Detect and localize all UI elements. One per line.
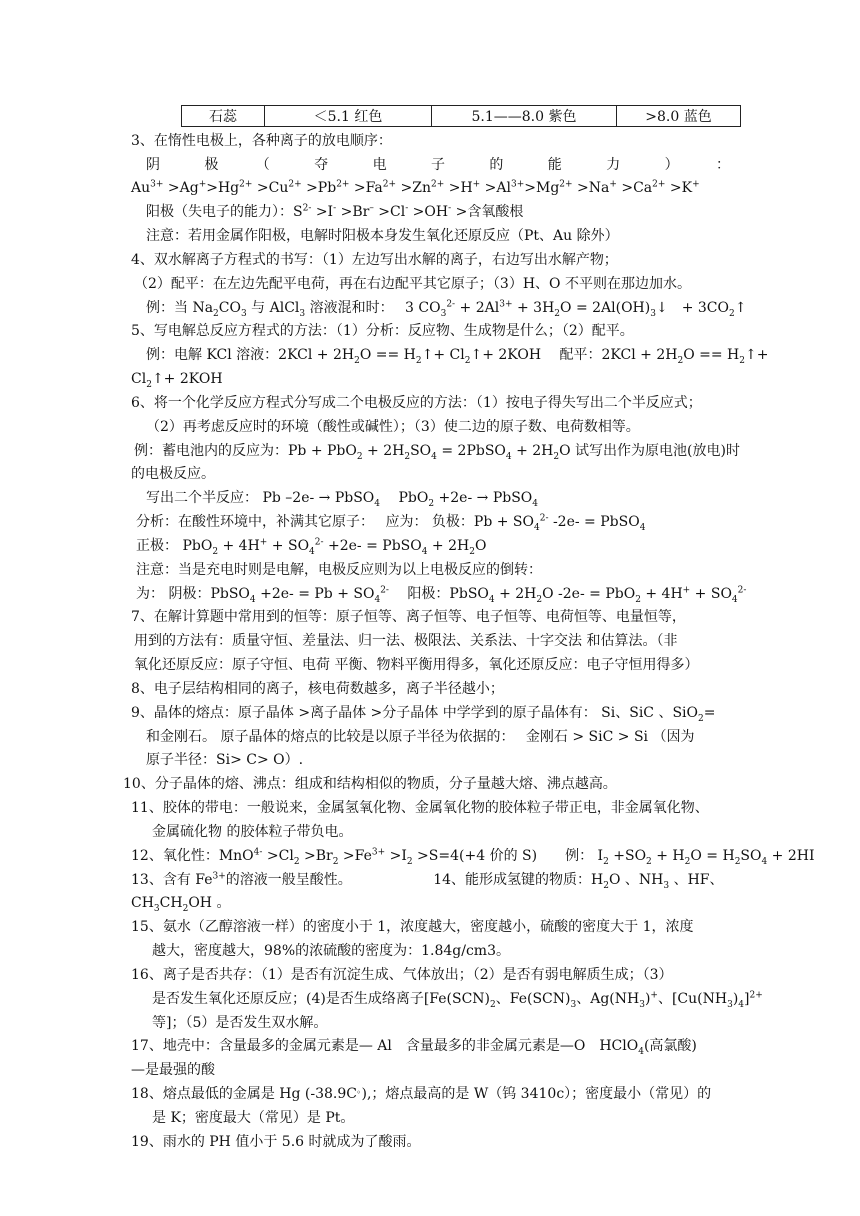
superscript: 2- bbox=[302, 203, 312, 214]
text-run: O == H bbox=[359, 347, 416, 363]
text-run: 10、分子晶体的熔、沸点：组成和结构相似的物质，分子量越大熔、沸点越高。 bbox=[123, 776, 617, 792]
text-line bbox=[146, 729, 694, 745]
text-line bbox=[131, 967, 673, 983]
text-run: ) bbox=[644, 991, 651, 1007]
text-run: 阳极（失电子的能力）：S bbox=[146, 204, 303, 220]
text-run: + 4H bbox=[640, 586, 683, 602]
text-run: 是 K；密度最大（常见）是 Pt。 bbox=[152, 1110, 355, 1126]
text-run: >S=4(+4 价的 S) 例： I bbox=[412, 848, 604, 864]
text-run: 例：蓄电池内的反应为：Pb + PbO bbox=[134, 443, 357, 459]
text-run: >含氧酸根 bbox=[451, 204, 524, 220]
subscript: 4 bbox=[761, 856, 768, 867]
text-run: 、Ag(NH bbox=[576, 991, 640, 1007]
superscript: 2+ bbox=[652, 179, 666, 190]
superscript: 4- bbox=[253, 847, 263, 858]
subscript: 2 bbox=[677, 355, 684, 366]
text-run: SO bbox=[740, 848, 762, 864]
subscript: 4 bbox=[738, 999, 745, 1010]
text-run: ↑+ bbox=[744, 347, 769, 363]
text-run: 原子半径：Si> C> O）. bbox=[146, 752, 304, 768]
text-run: 8、电子层结构相同的离子，核电荷数越多，离子半径越小； bbox=[131, 681, 504, 697]
superscript: 2+ bbox=[288, 179, 302, 190]
text-run: + 2H bbox=[362, 443, 405, 459]
text-run: Au bbox=[131, 180, 151, 196]
table-row bbox=[182, 106, 741, 127]
text-line bbox=[131, 371, 223, 390]
subscript: 4 bbox=[431, 451, 437, 462]
subscript: 3 bbox=[663, 880, 670, 891]
text-run: +SO bbox=[608, 848, 647, 864]
text-run: 15、氨水（乙醇溶液一样）的密度小于 1，浓度越大，密度越小，硫酸的密度大于 1，浓度 bbox=[131, 919, 694, 935]
text-run: >OH bbox=[408, 204, 449, 220]
subscript: 2 bbox=[603, 856, 609, 867]
text-line bbox=[131, 180, 700, 196]
subscript: 2 bbox=[182, 903, 189, 914]
text-run: >Ca bbox=[616, 180, 653, 196]
text-run: >Br bbox=[299, 848, 333, 864]
subscript: 3 bbox=[440, 308, 447, 319]
text-line bbox=[131, 1134, 421, 1150]
text-run: +2e- → PbSO bbox=[434, 490, 533, 506]
text-run: = 2PbSO bbox=[436, 443, 506, 459]
text-run: >I bbox=[311, 204, 334, 220]
subscript: 2 bbox=[536, 594, 543, 605]
text-line bbox=[131, 252, 618, 268]
subscript: 4 bbox=[488, 594, 495, 605]
superscript: 2- bbox=[539, 513, 549, 524]
text-run: ),；熔点最高的是 W（钨 3410c）；密度最小（常见）的 bbox=[361, 1086, 712, 1102]
subscript: 2 bbox=[553, 451, 560, 462]
text-run: 为： 阴极：PbSO bbox=[136, 586, 250, 602]
text-run: （2）配平：在左边先配平电荷，再在右边配平其它原子；（3）H、O 不平则在那边加水。 bbox=[134, 276, 691, 292]
subscript: 2 bbox=[603, 880, 609, 891]
text-run: 12、氧化性：MnO bbox=[131, 848, 254, 864]
superscript: 2+ bbox=[336, 179, 350, 190]
text-run: >Zn bbox=[396, 180, 431, 196]
subscript: 4 bbox=[309, 546, 315, 557]
text-run: 正极： PbO bbox=[136, 538, 213, 554]
text-run: 金属硫化物 的胶体粒子带负电。 bbox=[152, 824, 353, 840]
text-run: + SO bbox=[267, 538, 310, 554]
superscript: 3+ bbox=[150, 179, 164, 190]
text-run: 分析：在酸性环境中，补满其它原子： 应为： 负极：Pb + SO bbox=[136, 514, 534, 530]
text-run: ↑+ Cl bbox=[421, 347, 465, 363]
text-run: O bbox=[474, 538, 487, 554]
text-run: (高氯酸) bbox=[643, 1038, 697, 1054]
superscript: + bbox=[682, 585, 691, 596]
text-line bbox=[152, 1110, 354, 1126]
text-run: ) bbox=[732, 991, 739, 1007]
text-line bbox=[136, 537, 487, 557]
text-line bbox=[134, 633, 677, 649]
subscript: 4 bbox=[421, 546, 428, 557]
text-line bbox=[131, 609, 686, 625]
subscript: 4 bbox=[731, 594, 738, 605]
text-run: 17、地壳中：含量最多的金属元素是— Al 含量最多的非金属元素是—O HClO bbox=[131, 1038, 639, 1054]
text-run: O 、NH bbox=[609, 872, 664, 888]
text-run: >Cu bbox=[252, 180, 289, 196]
superscript: - bbox=[448, 203, 452, 214]
text-line bbox=[136, 513, 646, 533]
text-run: 9、晶体的熔点：原子晶体 >离子晶体 >分子晶体 中学学到的原子晶体有： Si、SiC 、SiO bbox=[131, 705, 699, 721]
text-run: 是否发生氧化还原反应；(4)是否生成络离子[Fe(SCN) bbox=[152, 991, 491, 1007]
text-line bbox=[152, 824, 352, 840]
subscript: 2 bbox=[635, 594, 641, 605]
subscript: 2 bbox=[428, 498, 435, 509]
subscript: 4 bbox=[638, 1046, 644, 1057]
text-line bbox=[146, 419, 640, 435]
text-run: 的电极反应。 bbox=[131, 466, 215, 482]
text-line bbox=[131, 871, 724, 891]
text-run: >K bbox=[665, 180, 693, 196]
superscript: 。 bbox=[356, 1085, 362, 1096]
subscript: 2 bbox=[415, 355, 422, 366]
subscript: 2 bbox=[490, 999, 496, 1010]
text-run: 6、将一个化学反应方程式分写成二个电极反应的方法：（1）按电子得失写出二个半反应式； bbox=[131, 395, 702, 411]
text-run: >Cl bbox=[373, 204, 406, 220]
text-run: 4、双水解离子方程式的书写：（1）左边写出水解的离子，右边写出水解产物； bbox=[131, 252, 618, 268]
subscript: 4 bbox=[505, 451, 512, 462]
text-line bbox=[152, 1015, 327, 1031]
text-line bbox=[131, 1038, 697, 1057]
text-line bbox=[131, 895, 231, 914]
text-run: 写出二个半反应： Pb –2e- → PbSO bbox=[146, 490, 375, 506]
text-run: 例：当 Na bbox=[146, 300, 214, 316]
text-run: CH bbox=[131, 895, 154, 911]
text-run: + 2H bbox=[427, 538, 470, 554]
text-run: >Ag bbox=[163, 180, 199, 196]
subscript: 2 bbox=[212, 546, 219, 557]
superscript: 2- bbox=[446, 299, 456, 310]
subscript: 2 bbox=[739, 355, 745, 366]
text-line bbox=[131, 919, 694, 935]
superscript: 3+ bbox=[371, 847, 386, 858]
text-line bbox=[146, 157, 730, 173]
text-run: + SO bbox=[690, 586, 732, 602]
text-line bbox=[136, 562, 542, 578]
text-run: >H bbox=[444, 180, 473, 196]
text-line bbox=[152, 943, 510, 959]
superscript: 2+ bbox=[430, 179, 445, 190]
superscript: 2+ bbox=[749, 990, 763, 1001]
text-run: 、[Cu(NH bbox=[657, 991, 728, 1007]
text-run: 11、胶体的带电：一般说来，金属氢氧化物、金属氧化物的胶体粒子带正电，非金属氧化物、 bbox=[131, 800, 709, 816]
subscript: 2 bbox=[293, 856, 300, 867]
text-run: + 4H bbox=[218, 538, 260, 554]
text-run: + 2H bbox=[494, 586, 537, 602]
text-run: O = 2Al(OH) bbox=[560, 300, 651, 316]
superscript: + bbox=[198, 179, 207, 190]
subscript: 4 bbox=[533, 522, 540, 533]
text-run: 18、熔点最低的金属是 Hg (-38.9C bbox=[131, 1086, 357, 1102]
text-run: + 2H bbox=[511, 443, 554, 459]
text-run: + 2Al bbox=[455, 300, 500, 316]
subscript: 2 bbox=[469, 546, 475, 557]
text-line bbox=[146, 752, 303, 768]
subscript: 4 bbox=[374, 594, 381, 605]
text-run: 19、雨水的 PH 值小于 5.6 时就成为了酸雨。 bbox=[131, 1134, 421, 1150]
text-run: 13、含有 Fe bbox=[131, 872, 213, 888]
text-run: ↑+ 2KOH bbox=[151, 371, 223, 387]
subscript: 3 bbox=[240, 308, 247, 319]
text-line bbox=[131, 466, 215, 482]
subscript: 2 bbox=[406, 856, 413, 867]
superscript: – bbox=[369, 203, 374, 214]
text-run: 、HF、 bbox=[669, 872, 724, 888]
superscript: 2+ bbox=[382, 179, 397, 190]
text-run: >I bbox=[385, 848, 407, 864]
subscript: 2 bbox=[734, 856, 741, 867]
text-line bbox=[146, 490, 538, 509]
text-run: >Al bbox=[480, 180, 511, 196]
text-line bbox=[146, 204, 523, 220]
superscript: 3+ bbox=[499, 299, 513, 310]
subscript: 3 bbox=[727, 999, 733, 1010]
text-line bbox=[136, 585, 747, 605]
table-cell: >8.0 蓝色 bbox=[617, 106, 741, 127]
superscript: + bbox=[259, 537, 268, 548]
text-line bbox=[131, 705, 716, 724]
text-run: 越大，密度越大，98%的浓硫酸的密度为：1.84g/cm3。 bbox=[152, 943, 510, 959]
subscript: 2 bbox=[356, 451, 363, 462]
text-run: 阳极：PbSO bbox=[388, 586, 489, 602]
text-run: +2e- = Pb + SO bbox=[255, 586, 375, 602]
text-run: >Mg bbox=[524, 180, 560, 196]
subscript: 2 bbox=[146, 379, 152, 390]
text-run: （2）再考虑反应时的环境（酸性或碱性）；（3）使二边的原子数、电荷数相等。 bbox=[146, 419, 640, 435]
subscript: 2 bbox=[684, 856, 691, 867]
subscript: 2 bbox=[698, 713, 704, 724]
subscript: 3 bbox=[153, 903, 160, 914]
subscript: 4 bbox=[639, 522, 646, 533]
subscript: 3 bbox=[639, 999, 645, 1010]
subscript: 2 bbox=[464, 355, 471, 366]
text-run: O == H bbox=[683, 347, 740, 363]
text-run: + 2HI bbox=[767, 848, 815, 864]
subscript: 2 bbox=[332, 856, 339, 867]
table-cell: ＜5.1 红色 bbox=[265, 106, 432, 127]
text-line bbox=[123, 776, 617, 792]
text-run: >Na bbox=[572, 180, 610, 196]
superscript: + bbox=[650, 990, 658, 1001]
text-run: -2e- = PbSO bbox=[548, 514, 640, 530]
text-run: 16、离子是否共存：（1）是否有沉淀生成、气体放出；（2）是否有弱电解质生成；（3） bbox=[131, 967, 673, 983]
table-cell: 石蕊 bbox=[182, 106, 265, 127]
subscript: 2 bbox=[213, 308, 219, 319]
text-line bbox=[146, 299, 747, 319]
text-run: O = H bbox=[690, 848, 735, 864]
text-line bbox=[131, 395, 702, 411]
superscript: + bbox=[692, 179, 700, 190]
text-run: OH 。 bbox=[188, 895, 231, 911]
text-run: CH bbox=[159, 895, 183, 911]
text-run: >Fa bbox=[349, 180, 383, 196]
subscript: 2 bbox=[554, 308, 561, 319]
text-line bbox=[146, 347, 769, 366]
text-line bbox=[131, 1062, 215, 1078]
text-run: +2e- = PbSO bbox=[323, 538, 422, 554]
subscript: 2 bbox=[646, 856, 652, 867]
subscript: 3 bbox=[299, 308, 306, 319]
text-run: ] bbox=[744, 991, 750, 1007]
text-run: 和金刚石。 原子晶体的熔点的比较是以原子半径为依据的： 金刚石 > SiC > Si （因为 bbox=[146, 729, 695, 745]
text-run: CO bbox=[218, 300, 241, 316]
superscript: 2- bbox=[380, 585, 389, 596]
text-run: 阴 极 （ 夺 电 子 的 能 力 ） ： bbox=[146, 157, 730, 173]
text-run: ↑+ 2KOH 配平：2KCl + 2H bbox=[470, 347, 678, 363]
text-run: 的溶液一般呈酸性。 14、能形成氢键的物质：H bbox=[225, 872, 604, 888]
text-run: >Fe bbox=[338, 848, 372, 864]
text-line bbox=[134, 276, 691, 292]
subscript: 2 bbox=[728, 308, 735, 319]
text-run: 3、在惰性电极上，各种离子的放电顺序： bbox=[131, 133, 392, 149]
superscript: 3+ bbox=[510, 179, 525, 190]
text-run: 与 AlCl bbox=[246, 300, 300, 316]
text-line bbox=[131, 1086, 711, 1102]
subscript: 4 bbox=[532, 498, 538, 509]
text-run: 5、写电解总反应方程式的方法：（1）分析：反应物、生成物是什么；（2）配平。 bbox=[131, 323, 634, 339]
text-run: PbO bbox=[380, 490, 429, 506]
text-line bbox=[131, 800, 709, 816]
text-run: + H bbox=[651, 848, 685, 864]
text-run: 等]；（5）是否发生双水解。 bbox=[152, 1015, 328, 1031]
text-line bbox=[152, 990, 763, 1010]
superscript: 2- bbox=[314, 537, 324, 548]
text-run: >Br bbox=[336, 204, 370, 220]
text-line bbox=[134, 657, 698, 673]
superscript: 2- bbox=[737, 585, 747, 596]
text-run: Cl bbox=[131, 371, 147, 387]
text-run: >Pb bbox=[301, 180, 337, 196]
superscript: - bbox=[405, 203, 409, 214]
text-run: 注意：若用金属作阳极，电解时阳极本身发生氧化还原反应（Pt、Au 除外） bbox=[146, 228, 619, 244]
text-run: 注意：当是充电时则是电解，电极反应则为以上电极反应的倒转： bbox=[136, 562, 542, 578]
indicator-table bbox=[181, 105, 741, 127]
text-line bbox=[131, 133, 392, 149]
text-run: O 试写出作为原电池(放电)时 bbox=[559, 443, 740, 459]
text-run: O -2e- = PbO bbox=[542, 586, 636, 602]
superscript: - bbox=[333, 203, 337, 214]
superscript: 3+ bbox=[212, 871, 226, 882]
text-line bbox=[134, 443, 740, 462]
text-run: + 3H bbox=[512, 300, 555, 316]
text-line bbox=[131, 323, 634, 339]
text-line bbox=[146, 228, 619, 244]
superscript: 2+ bbox=[239, 179, 253, 190]
text-run: —是最强的酸 bbox=[131, 1062, 215, 1078]
text-run: = bbox=[703, 705, 716, 721]
text-run: 溶液混和时： 3 CO bbox=[305, 300, 441, 316]
text-run: 氧化还原反应：原子守恒、电荷 平衡、物料平衡用得多，氧化还原反应：电子守恒用得多） bbox=[134, 657, 699, 673]
text-run: 、Fe(SCN) bbox=[495, 991, 571, 1007]
text-run: 例：电解 KCl 溶液：2KCl + 2H bbox=[146, 347, 355, 363]
subscript: 2 bbox=[404, 451, 411, 462]
text-run: ↓ + 3CO bbox=[655, 300, 729, 316]
table-cell: 5.1——8.0 紫色 bbox=[432, 106, 617, 127]
text-line bbox=[131, 847, 815, 867]
subscript: 3 bbox=[570, 999, 577, 1010]
superscript: + bbox=[609, 179, 617, 190]
text-run: 7、在解计算题中常用到的恒等：原子恒等、离子恒等、电子恒等、电荷恒等、电量恒等， bbox=[131, 609, 686, 625]
text-run: ↑ bbox=[734, 300, 747, 316]
subscript: 3 bbox=[650, 308, 656, 319]
subscript: 4 bbox=[249, 594, 256, 605]
subscript: 4 bbox=[374, 498, 381, 509]
superscript: 2+ bbox=[559, 179, 573, 190]
text-run: 用到的方法有：质量守恒、差量法、归一法、极限法、关系法、十字交法 和估算法。（非 bbox=[134, 633, 678, 649]
text-run: SO bbox=[410, 443, 432, 459]
text-line bbox=[131, 681, 504, 697]
text-run: >Cl bbox=[262, 848, 294, 864]
subscript: 2 bbox=[354, 355, 360, 366]
text-run: >Hg bbox=[206, 180, 240, 196]
superscript: + bbox=[472, 179, 481, 190]
